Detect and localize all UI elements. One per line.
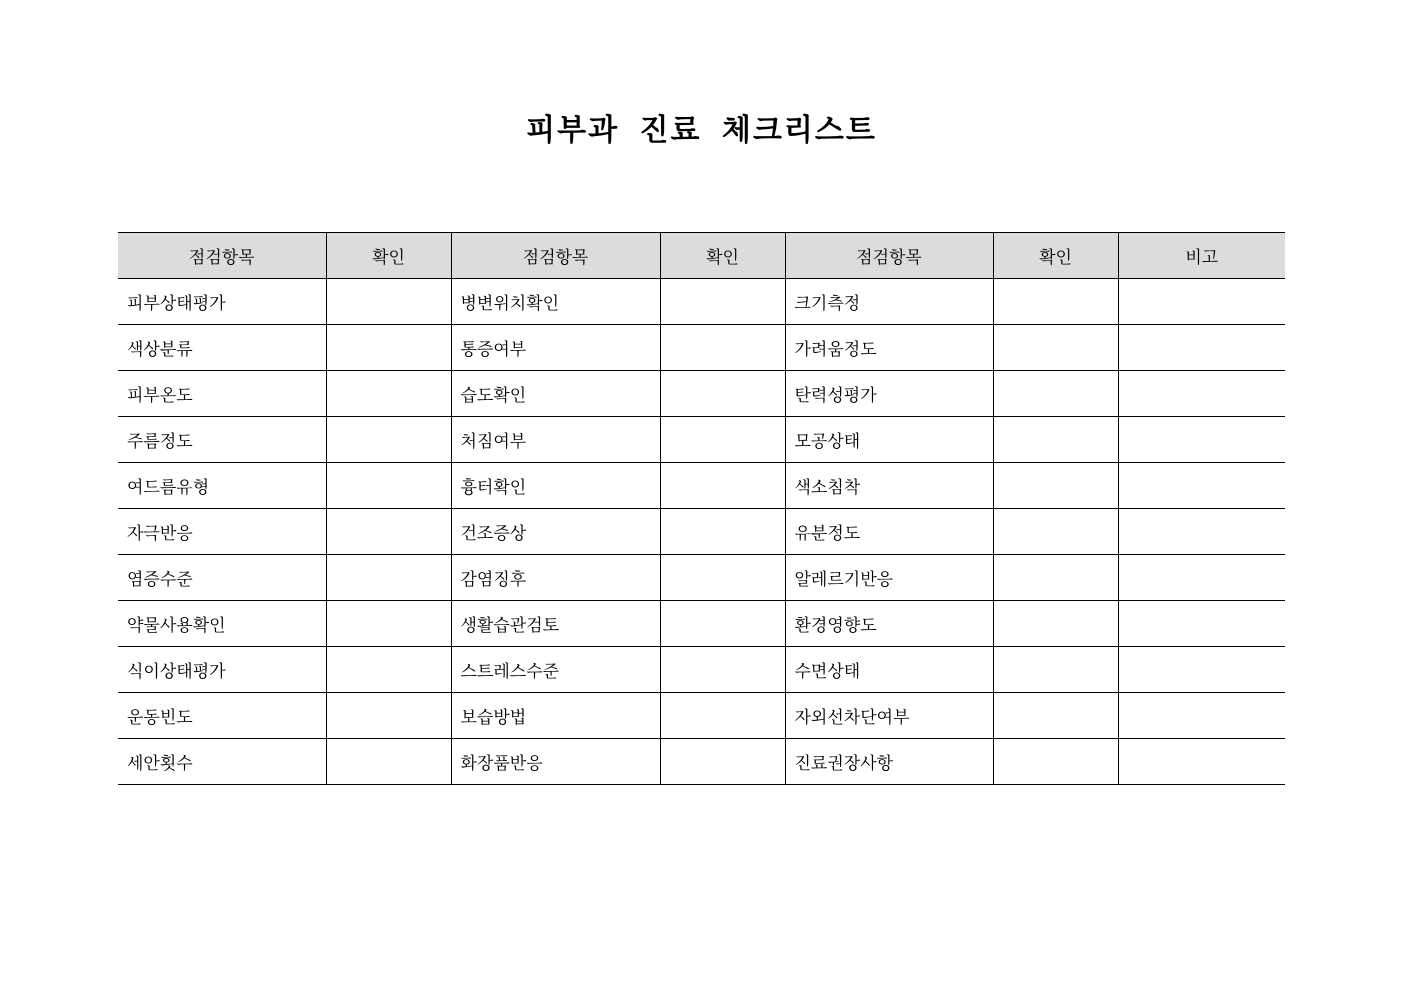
check-item: 색상분류 bbox=[118, 325, 326, 371]
check-item: 가려움정도 bbox=[785, 325, 993, 371]
check-item: 주름정도 bbox=[118, 417, 326, 463]
check-cell[interactable] bbox=[993, 417, 1118, 463]
table-row bbox=[118, 371, 1285, 417]
check-cell[interactable] bbox=[993, 739, 1118, 785]
check-cell[interactable] bbox=[660, 739, 785, 785]
table-row bbox=[118, 509, 1285, 555]
table-row bbox=[118, 601, 1285, 647]
check-item: 병변위치확인 bbox=[451, 279, 660, 325]
check-item: 크기측정 bbox=[785, 279, 993, 325]
check-cell[interactable] bbox=[660, 463, 785, 509]
check-item: 수면상태 bbox=[785, 647, 993, 693]
check-item: 피부상태평가 bbox=[118, 279, 326, 325]
check-cell[interactable] bbox=[326, 325, 451, 371]
check-cell[interactable] bbox=[326, 463, 451, 509]
check-cell[interactable] bbox=[326, 739, 451, 785]
header-item-3: 점검항목 bbox=[785, 233, 993, 279]
check-item: 피부온도 bbox=[118, 371, 326, 417]
remarks-cell[interactable] bbox=[1118, 739, 1285, 785]
remarks-cell[interactable] bbox=[1118, 509, 1285, 555]
check-cell[interactable] bbox=[993, 555, 1118, 601]
check-cell[interactable] bbox=[660, 279, 785, 325]
table-row bbox=[118, 693, 1285, 739]
remarks-cell[interactable] bbox=[1118, 601, 1285, 647]
check-cell[interactable] bbox=[660, 417, 785, 463]
check-item: 유분정도 bbox=[785, 509, 993, 555]
check-item: 진료권장사항 bbox=[785, 739, 993, 785]
page-title: 피부과 진료 체크리스트 bbox=[526, 113, 877, 148]
check-cell[interactable] bbox=[993, 601, 1118, 647]
check-item: 건조증상 bbox=[451, 509, 660, 555]
check-item: 모공상태 bbox=[785, 417, 993, 463]
table-row bbox=[118, 417, 1285, 463]
header-row bbox=[118, 233, 1285, 279]
check-cell[interactable] bbox=[660, 509, 785, 555]
check-item: 처짐여부 bbox=[451, 417, 660, 463]
check-item: 운동빈도 bbox=[118, 693, 326, 739]
remarks-cell[interactable] bbox=[1118, 417, 1285, 463]
check-cell[interactable] bbox=[993, 279, 1118, 325]
header-item-2: 점검항목 bbox=[451, 233, 660, 279]
check-item: 색소침착 bbox=[785, 463, 993, 509]
check-cell[interactable] bbox=[326, 647, 451, 693]
header-remarks: 비고 bbox=[1118, 233, 1285, 279]
check-item: 여드름유형 bbox=[118, 463, 326, 509]
remarks-cell[interactable] bbox=[1118, 555, 1285, 601]
checklist-table bbox=[118, 232, 1285, 785]
check-item: 탄력성평가 bbox=[785, 371, 993, 417]
check-cell[interactable] bbox=[326, 417, 451, 463]
check-cell[interactable] bbox=[993, 647, 1118, 693]
header-check-3: 확인 bbox=[993, 233, 1118, 279]
check-cell[interactable] bbox=[326, 693, 451, 739]
check-item: 통증여부 bbox=[451, 325, 660, 371]
remarks-cell[interactable] bbox=[1118, 325, 1285, 371]
remarks-cell[interactable] bbox=[1118, 371, 1285, 417]
check-item: 알레르기반응 bbox=[785, 555, 993, 601]
check-item: 생활습관검토 bbox=[451, 601, 660, 647]
check-cell[interactable] bbox=[993, 371, 1118, 417]
check-cell[interactable] bbox=[660, 601, 785, 647]
check-cell[interactable] bbox=[660, 647, 785, 693]
check-item: 환경영향도 bbox=[785, 601, 993, 647]
check-cell[interactable] bbox=[326, 371, 451, 417]
check-cell[interactable] bbox=[993, 509, 1118, 555]
check-item: 세안횟수 bbox=[118, 739, 326, 785]
table-row bbox=[118, 463, 1285, 509]
check-item: 보습방법 bbox=[451, 693, 660, 739]
check-item: 식이상태평가 bbox=[118, 647, 326, 693]
table-row bbox=[118, 279, 1285, 325]
header-item-1: 점검항목 bbox=[118, 233, 326, 279]
header-check-2: 확인 bbox=[660, 233, 785, 279]
check-item: 염증수준 bbox=[118, 555, 326, 601]
check-item: 자외선차단여부 bbox=[785, 693, 993, 739]
check-cell[interactable] bbox=[660, 325, 785, 371]
check-cell[interactable] bbox=[993, 693, 1118, 739]
check-item: 흉터확인 bbox=[451, 463, 660, 509]
remarks-cell[interactable] bbox=[1118, 693, 1285, 739]
remarks-cell[interactable] bbox=[1118, 279, 1285, 325]
checklist-body bbox=[118, 279, 1285, 785]
check-item: 스트레스수준 bbox=[451, 647, 660, 693]
table-row bbox=[118, 325, 1285, 371]
header-check-1: 확인 bbox=[326, 233, 451, 279]
check-item: 감염징후 bbox=[451, 555, 660, 601]
check-item: 자극반응 bbox=[118, 509, 326, 555]
check-cell[interactable] bbox=[326, 555, 451, 601]
check-cell[interactable] bbox=[993, 463, 1118, 509]
table-row bbox=[118, 739, 1285, 785]
check-item: 약물사용확인 bbox=[118, 601, 326, 647]
table-row bbox=[118, 647, 1285, 693]
check-item: 습도확인 bbox=[451, 371, 660, 417]
check-cell[interactable] bbox=[660, 371, 785, 417]
check-item: 화장품반응 bbox=[451, 739, 660, 785]
check-cell[interactable] bbox=[993, 325, 1118, 371]
check-cell[interactable] bbox=[326, 279, 451, 325]
check-cell[interactable] bbox=[326, 509, 451, 555]
table-row bbox=[118, 555, 1285, 601]
check-cell[interactable] bbox=[660, 693, 785, 739]
check-cell[interactable] bbox=[660, 555, 785, 601]
check-cell[interactable] bbox=[326, 601, 451, 647]
remarks-cell[interactable] bbox=[1118, 463, 1285, 509]
remarks-cell[interactable] bbox=[1118, 647, 1285, 693]
